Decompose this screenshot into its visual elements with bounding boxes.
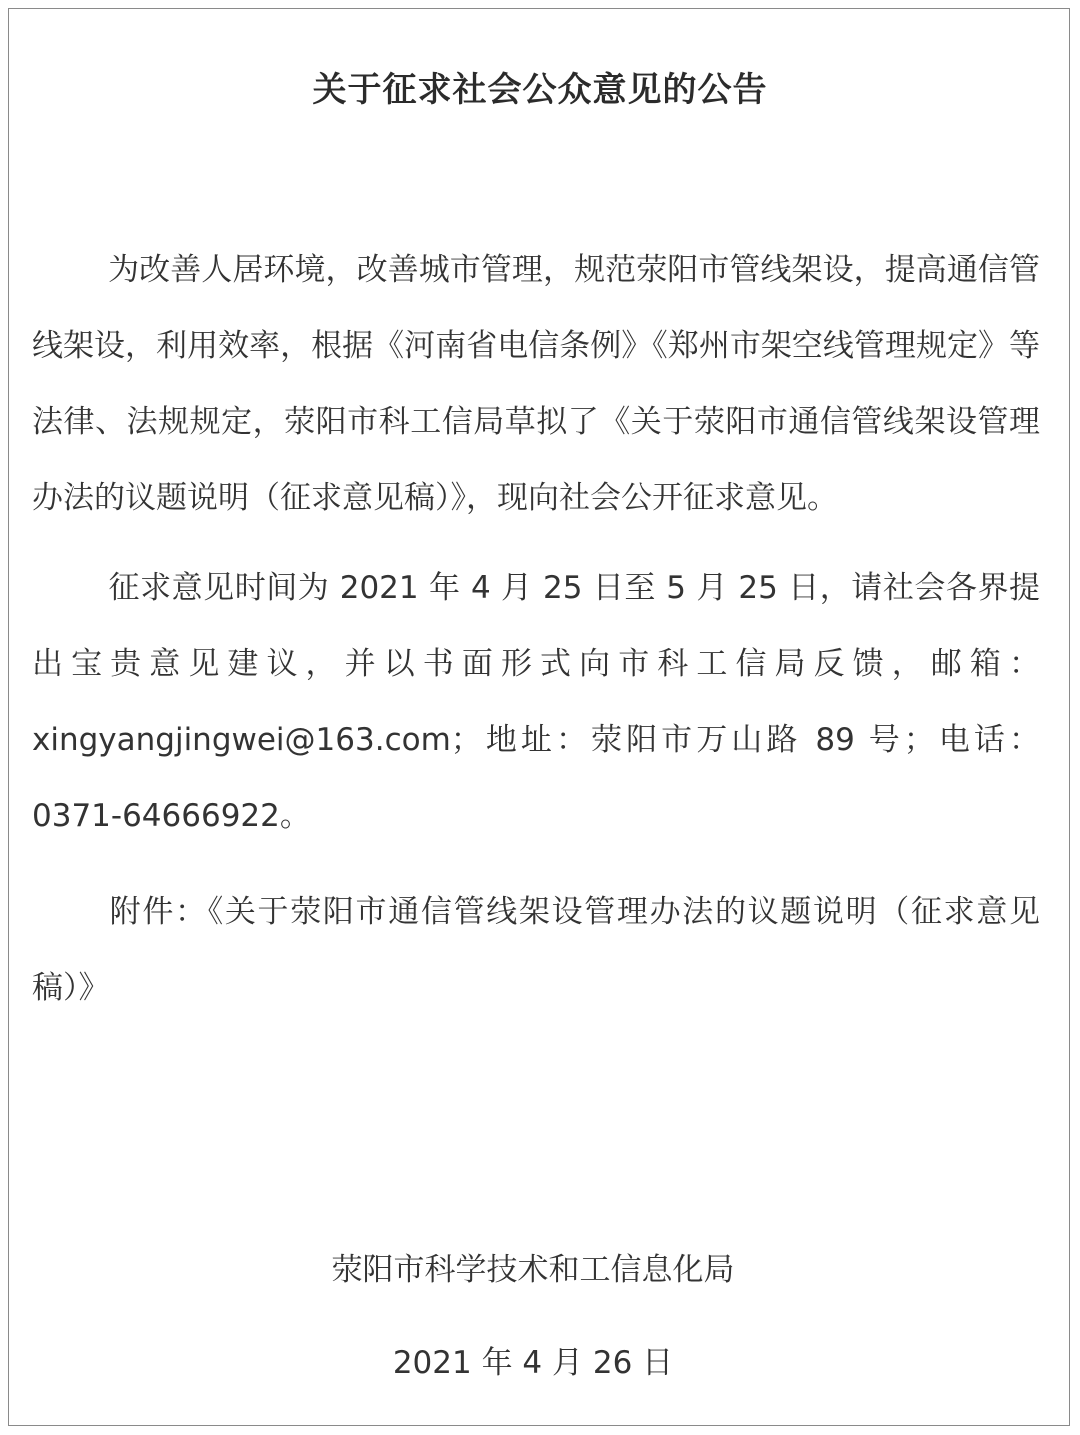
- body-paragraph-purpose: [32, 232, 1040, 536]
- body-paragraph-attachment: [32, 874, 1040, 1026]
- issuer-name: 荥阳市科学技术和工信息化局: [331, 1252, 735, 1288]
- body-paragraph-feedback: [32, 550, 1040, 854]
- paragraph-text: 为改善人居环境，改善城市管理，规范荥阳市管线架设，提高通信管线架设，利用效率，根据《河南省电信条例》《郑州市架空线管理规定》等法律、法规规定，荥阳市科工信局草拟了《关于荥阳市通信管线架设管理办法的议题说明（征求意见稿）》，现向社会公开征求意见。: [32, 252, 1040, 516]
- attachment-text: 附件：《关于荥阳市通信管线架设管理办法的议题说明（征求意见稿）》: [32, 894, 1040, 1006]
- notice-title: 关于征求社会公众意见的公告: [312, 70, 768, 110]
- issue-date: 2021 年 4 月 26 日: [392, 1345, 674, 1381]
- paragraph-text: 征求意见时间为 2021 年 4 月 25 日至 5 月 25 日，请社会各界提出宝贵意见建议，并以书面形式向市科工信局反馈，邮箱：xingyangjingwei@163.com；地址：荥阳市万山路 89 号；电话：0371-64666922。: [32, 570, 1040, 834]
